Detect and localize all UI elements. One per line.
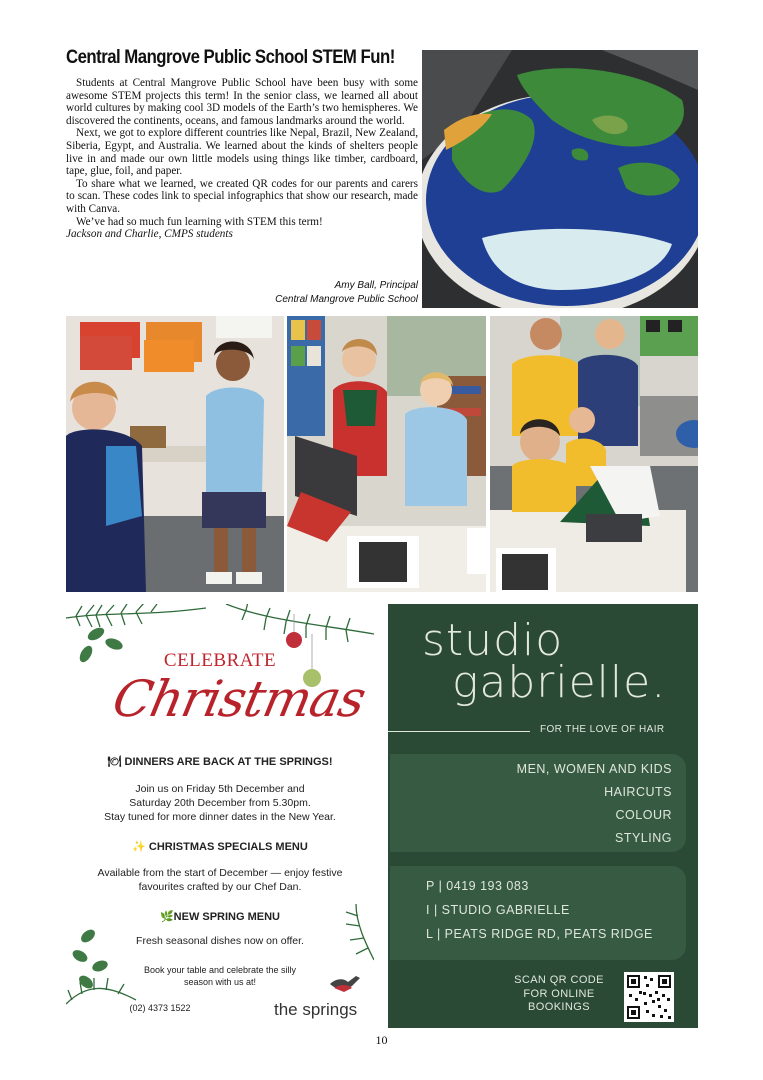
springs-christmas-ad	[66, 604, 374, 1028]
book-table-text: Book your table and celebrate the silly	[143, 965, 297, 975]
studio-gabrielle-logo	[422, 615, 667, 708]
signature-name: Amy Ball, Principal	[334, 280, 418, 291]
service-item: HAIRCUTS	[604, 785, 672, 799]
article	[66, 46, 418, 240]
booking-qr-code[interactable]	[624, 972, 674, 1022]
duck-logo-icon	[328, 970, 362, 994]
logo-line-gabrielle: gabrielle.	[452, 657, 667, 708]
celebrate-heading: CELEBRATE	[163, 650, 277, 671]
studio-tagline: FOR THE LOVE OF HAIR	[540, 724, 665, 735]
scan-line: FOR ONLINE	[523, 987, 595, 1000]
christmas-specials-text: Available from the start of December — enjoy festive	[97, 867, 343, 879]
students-photo-left	[66, 316, 284, 592]
article-body	[66, 77, 418, 228]
students-photo-middle	[287, 316, 486, 592]
springs-logo-text: the springs	[274, 1000, 358, 1019]
service-item: MEN, WOMEN AND KIDS	[516, 762, 672, 776]
article-headline: Central Mangrove Public School STEM Fun!	[66, 46, 395, 68]
springs-phone: (02) 4373 1522	[129, 1003, 191, 1013]
christmas-script-title: Christmas	[107, 670, 371, 728]
globe-model-photo	[422, 50, 698, 308]
book-table-text: season with us at!	[183, 977, 257, 987]
dinners-text-line: Saturday 20th December from 5.30pm.	[129, 797, 311, 809]
scan-line: BOOKINGS	[528, 1001, 590, 1013]
scan-qr-text	[508, 974, 610, 1015]
scan-line: SCAN QR CODE	[514, 974, 604, 986]
services-panel	[390, 754, 686, 852]
article-paragraph: Students at Central Mangrove Public School have been busy with some awesome STEM projects this term! In the senior class, we learned all about world cultures by making cool 3D models of the Earth’s two hemispheres. We discovered the continents, oceans, and famous landmarks around the world.	[66, 77, 418, 127]
contact-instagram: I | STUDIO GABRIELLE	[426, 903, 570, 917]
dinners-heading: 🍽 DINNERS ARE BACK AT THE SPRINGS!	[107, 756, 333, 768]
article-byline: Jackson and Charlie, CMPS students	[66, 228, 233, 241]
contact-panel	[390, 866, 686, 960]
signature-school: Central Mangrove Public School	[275, 294, 418, 305]
article-paragraph: Next, we got to explore different countries like Nepal, Brazil, New Zealand, Siberia, Egypt, and Australia. We learned about the kinds of shelters people live in and made our own little models using things like timber, cardboard, tape, glue, foil, and paper.	[66, 127, 418, 178]
contact-location: L | PEATS RIDGE RD, PEATS RIDGE	[426, 927, 653, 941]
christmas-specials-text: favourites crafted by our Chef Dan.	[138, 881, 302, 893]
article-signature	[66, 279, 418, 307]
christmas-specials-heading: ✨ CHRISTMAS SPECIALS MENU	[132, 841, 308, 853]
spring-menu-heading: 🌿NEW SPRING MENU	[159, 911, 281, 923]
logo-line-studio: studio	[422, 615, 564, 666]
studio-gabrielle-ad	[388, 604, 698, 1028]
service-item: STYLING	[615, 831, 672, 845]
page-number: 10	[375, 1033, 388, 1047]
dinners-text-line: Stay tuned for more dinner dates in the New Year.	[104, 811, 336, 823]
contact-phone: P | 0419 193 083	[426, 879, 529, 893]
students-photo-right	[490, 316, 698, 592]
service-item: COLOUR	[615, 808, 672, 822]
spring-menu-text: Fresh seasonal dishes now on offer.	[136, 935, 304, 947]
dinners-text-line: Join us on Friday 5th December and	[135, 783, 305, 795]
tagline-rule	[388, 731, 530, 732]
article-paragraph: To share what we learned, we created QR codes for our parents and carers to scan. These codes link to special infographics that show our research, made with Canva.	[66, 177, 418, 215]
article-paragraph: We’ve had so much fun learning with STEM this term!	[76, 215, 323, 228]
